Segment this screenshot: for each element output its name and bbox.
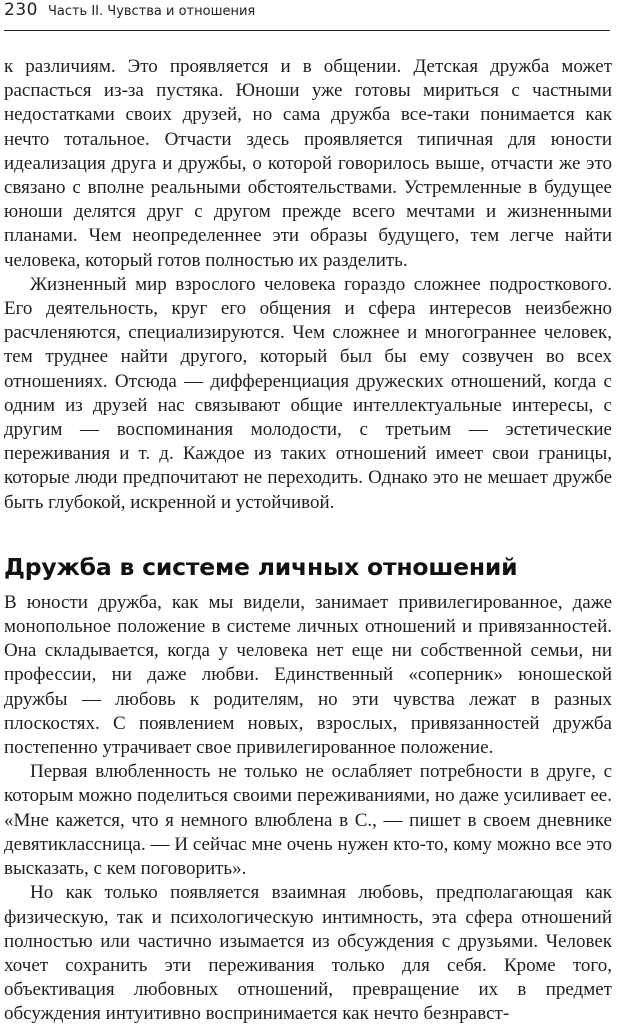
running-title: Часть II. Чувства и отношения <box>47 4 256 19</box>
section-heading: Дружба в системе личных отношений <box>4 552 518 581</box>
paragraph: Первая влюбленность не только не ослабляет потребности в друге, с которым можно поделиться своими переживаниями, но даже усиливает ее. «Мне кажется, что я немного влюблена в С., — пишет в своем дневнике девятиклассница. — И сейчас мне очень нужен кто-то, кому можно все это высказать, с кем поговорить». <box>4 761 612 880</box>
section-body-text <box>4 591 612 1027</box>
section-continued-text <box>4 55 612 515</box>
paragraph: В юности дружба, как мы видели, занимает привилегированное, даже монопольное положение в системе личных отношений и привязанностей. Она складывается, когда у человека нет еще ни собственной семьи, ни профессии, ни даже любви. Единственный «соперник» юношеской дружбы — любовь к родителям, но эти чувства лежат в разных плоскостях. С появлением новых, взрослых, привязанностей дружба постепенно утрачивает свое привилегированное положение. <box>4 591 612 759</box>
paragraph: к различиям. Это проявляется и в общении. Детская дружба может распасться из-за пустяка. Юноши уже готовы мириться с частными недостатками своих друзей, но сама дружба все-таки понимается как нечто тотальное. Отчасти здесь проявляется типичная для юности идеализация друга и дружбы, о которой говорилось выше, отчасти же это связано с вполне реальными обстоятельствами. Устремленные в будущее юноши делятся друг с другом прежде всего мечтами и жизненными планами. Чем неопределеннее эти образы будущего, тем легче найти человека, который готов полностью их разделить. <box>4 56 612 271</box>
page-number: 230 <box>4 0 38 20</box>
paragraph: Жизненный мир взрослого человека гораздо сложнее подросткового. Его деятельность, круг его общения и сфера интересов неизбежно расчленяются, специализируются. Чем сложнее и многограннее человек, тем труднее найти другого, который был бы ему созвучен во всех отношениях. Отсюда — дифференциация дружеских отношений, когда с одним из друзей нас связывают общие интеллектуальные интересы, с другим — воспоминания молодости, с третьим — эстетические переживания и т. д. Каждое из таких отношений имеет свои границы, которые люди предпочитают не переходить. Однако это не мешает дружбе быть глубокой, искренной и устойчивой. <box>4 273 612 513</box>
paragraph: Но как только появляется взаимная любовь, предполагающая как физическую, так и психологическую интимность, эта сфера отношений полностью или частично изымается из обсуждения с друзьями. Человек хочет сохранить эти переживания только для себя. Кроме того, объективация любовных отношений, превращение их в предмет обсуждения интуитивно воспринимается как нечто безнравст- <box>4 882 612 1025</box>
running-header <box>4 0 610 31</box>
